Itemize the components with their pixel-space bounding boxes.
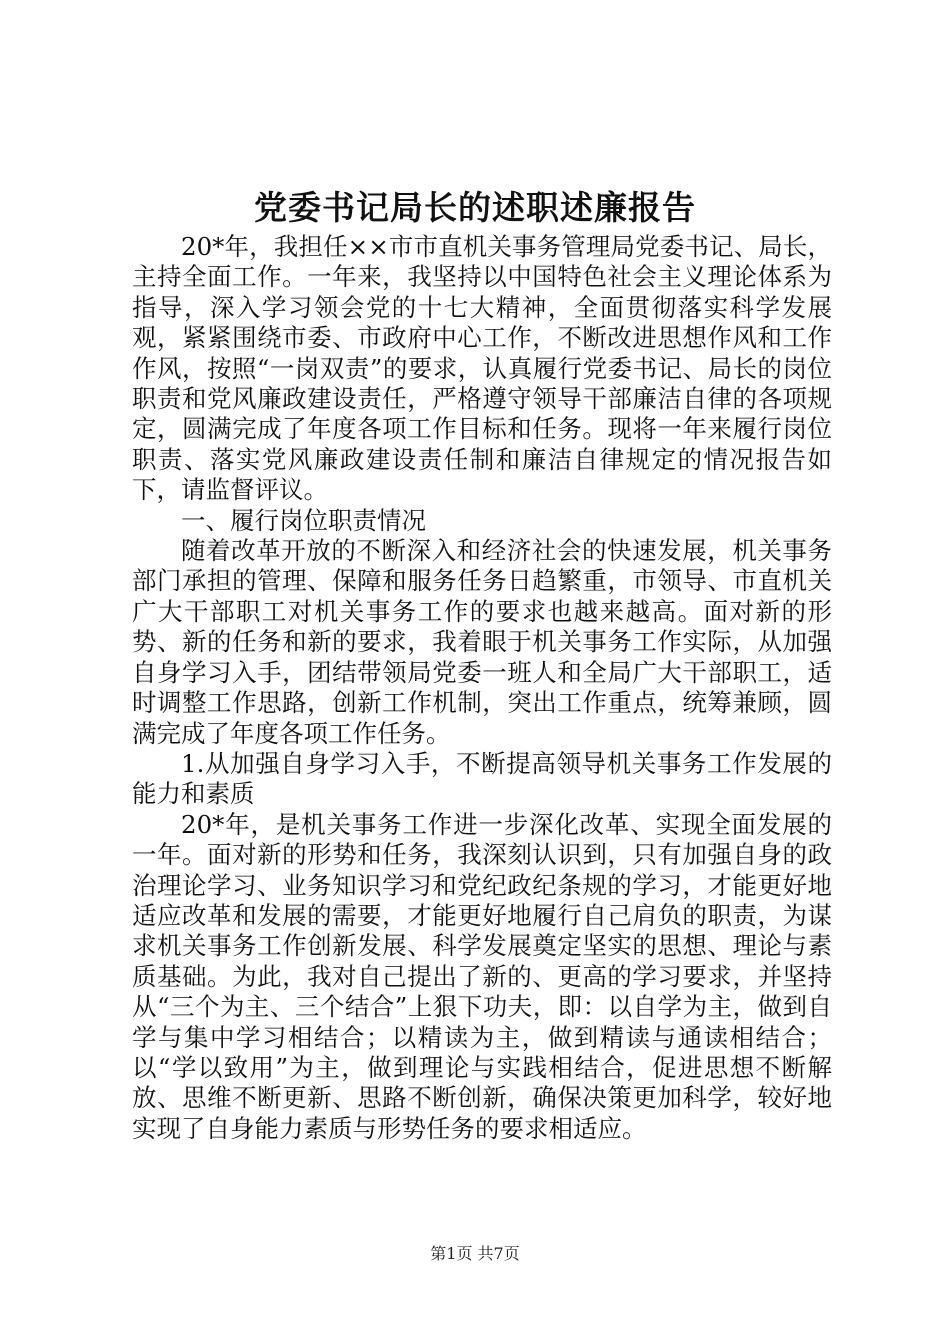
- paragraph-section-1: 随着改革开放的不断深入和经济社会的快速发展，机关事务部门承担的管理、保障和服务任务日趋繁重，市领导、市直机关广大干部职工对机关事务工作的要求也越来越高。面对新的形势、新的任务和新的要求，我着眼于机关事务工作实际，从加强自身学习入手，团结带领局党委一班人和全局广大干部职工，适时调整工作思路，创新工作机制，突出工作重点，统筹兼顾，圆满完成了年度各项工作任务。: [132, 536, 832, 748]
- paragraph-intro: 20*年，我担任××市市直机关事务管理局党委书记、局长，主持全面工作。一年来，我坚持以中国特色社会主义理论体系为指导，深入学习领会党的十七大精神，全面贯彻落实科学发展观，紧紧围绕市委、市政府中心工作，不断改进思想作风和工作作风，按照“一岗双责”的要求，认真履行党委书记、局长的岗位职责和党风廉政建设责任，严格遵守领导干部廉洁自律的各项规定，圆满完成了年度各项工作目标和任务。现将一年来履行岗位职责、落实党风廉政建设责任制和廉洁自律规定的情况报告如下，请监督评议。: [132, 232, 832, 505]
- document-body: [132, 232, 832, 1144]
- paragraph-subsection-1: 20*年，是机关事务工作进一步深化改革、实现全面发展的一年。面对新的形势和任务，我深刻认识到，只有加强自身的政治理论学习、业务知识学习和党纪政纪条规的学习，才能更好地适应改革和发展的需要，才能更好地履行自己肩负的职责，为谋求机关事务工作创新发展、科学发展奠定坚实的思想、理论与素质基础。为此，我对自己提出了新的、更高的学习要求，并坚持从“三个为主、三个结合”上狠下功夫，即：以自学为主，做到自学与集中学习相结合；以精读为主，做到精读与通读相结合；以“学以致用”为主，做到理论与实践相结合，促进思想不断解放、思维不断更新、思路不断创新，确保决策更加科学，较好地实现了自身能力素质与形势任务的要求相适应。: [132, 809, 832, 1143]
- subsection-heading-1: 1.从加强自身学习入手，不断提高领导机关事务工作发展的能力和素质: [132, 748, 832, 809]
- section-heading-1: 一、履行岗位职责情况: [181, 505, 426, 535]
- page-number: 第1页 共7页: [430, 1244, 520, 1263]
- document-title: 党委书记局长的述职述廉报告: [254, 188, 696, 227]
